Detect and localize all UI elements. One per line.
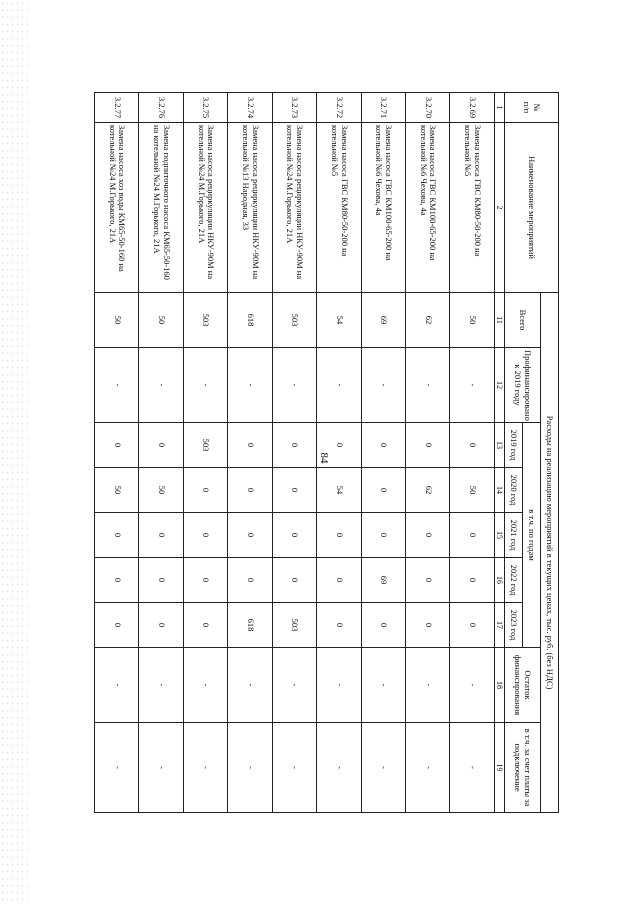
row-y2021: 0 xyxy=(405,513,449,558)
row-total: 69 xyxy=(361,293,405,348)
row-y2023: 0 xyxy=(95,603,139,648)
table-row xyxy=(139,93,183,813)
row-y2020: 50 xyxy=(139,468,183,513)
row-financed: - xyxy=(361,348,405,423)
row-y2023: 0 xyxy=(317,603,361,648)
row-y2022: 0 xyxy=(405,558,449,603)
col-number: 1 xyxy=(494,93,504,123)
row-y2019: 0 xyxy=(228,423,272,468)
row-payment: - xyxy=(361,723,405,813)
row-y2023: 618 xyxy=(228,603,272,648)
row-y2022: 0 xyxy=(317,558,361,603)
row-no: 3.2.70 xyxy=(405,93,449,123)
row-y2019: 0 xyxy=(139,423,183,468)
row-no: 3.2.75 xyxy=(183,93,227,123)
row-total: 50 xyxy=(450,293,494,348)
table-row xyxy=(183,93,227,813)
table-row xyxy=(317,93,361,813)
row-payment: - xyxy=(405,723,449,813)
row-y2019: 0 xyxy=(450,423,494,468)
row-remaining: - xyxy=(95,648,139,723)
row-total: 54 xyxy=(317,293,361,348)
header-by-years: в т.ч. по годам xyxy=(523,423,541,648)
row-y2023: 503 xyxy=(272,603,316,648)
row-y2022: 0 xyxy=(272,558,316,603)
col-number: 12 xyxy=(494,348,504,423)
row-name: Замена насоса рециркуляции НКУ-90М на котельной №24 М.Горького, 21А xyxy=(183,123,227,293)
row-y2019: 503 xyxy=(183,423,227,468)
row-financed: - xyxy=(228,348,272,423)
header-financed: Профинансировано к 2019 году xyxy=(505,348,541,423)
row-total: 50 xyxy=(95,293,139,348)
row-y2021: 0 xyxy=(450,513,494,558)
header-y2023: 2023 год xyxy=(505,603,523,648)
header-y2021: 2021 год xyxy=(505,513,523,558)
row-y2022: 0 xyxy=(450,558,494,603)
header-expenses: Расходы на реализацию мероприятий в текущих ценах, тыс. руб. (без НДС) xyxy=(541,293,559,813)
col-number: 11 xyxy=(494,293,504,348)
row-y2022: 69 xyxy=(361,558,405,603)
table-row xyxy=(450,93,494,813)
table-row xyxy=(95,93,139,813)
row-y2020: 50 xyxy=(450,468,494,513)
row-y2019: 0 xyxy=(317,423,361,468)
row-no: 3.2.77 xyxy=(95,93,139,123)
col-number: 17 xyxy=(494,603,504,648)
table-row xyxy=(272,93,316,813)
row-total: 50 xyxy=(139,293,183,348)
row-remaining: - xyxy=(139,648,183,723)
row-total: 503 xyxy=(183,293,227,348)
row-y2023: 0 xyxy=(183,603,227,648)
row-y2023: 0 xyxy=(405,603,449,648)
row-total: 503 xyxy=(272,293,316,348)
row-y2023: 0 xyxy=(361,603,405,648)
row-y2020: 50 xyxy=(95,468,139,513)
col-number: 2 xyxy=(494,123,504,293)
col-number: 19 xyxy=(494,723,504,813)
row-remaining: - xyxy=(361,648,405,723)
header-no: № п/п xyxy=(505,93,559,123)
row-y2021: 0 xyxy=(317,513,361,558)
row-no: 3.2.69 xyxy=(450,93,494,123)
row-remaining: - xyxy=(405,648,449,723)
row-no: 3.2.74 xyxy=(228,93,272,123)
row-y2021: 0 xyxy=(361,513,405,558)
row-name: Замена насоса рециркуляции НКУ-90М на котельной №13 Народная, 33 xyxy=(228,123,272,293)
rotated-table-frame xyxy=(94,92,559,812)
row-payment: - xyxy=(272,723,316,813)
row-payment: - xyxy=(450,723,494,813)
row-y2023: 0 xyxy=(450,603,494,648)
row-name: Замена насоса ГВС КМ80-50-200 на котельной №5 xyxy=(317,123,361,293)
scan-edge-noise xyxy=(0,0,28,905)
row-remaining: - xyxy=(228,648,272,723)
col-number: 18 xyxy=(494,648,504,723)
row-remaining: - xyxy=(183,648,227,723)
row-financed: - xyxy=(95,348,139,423)
row-payment: - xyxy=(95,723,139,813)
row-y2022: 0 xyxy=(228,558,272,603)
row-y2019: 0 xyxy=(95,423,139,468)
row-y2021: 0 xyxy=(139,513,183,558)
table-row xyxy=(405,93,449,813)
row-name: Замена насоса ГВС КМ80-50-200 на котельной №5 xyxy=(450,123,494,293)
row-y2019: 0 xyxy=(361,423,405,468)
row-payment: - xyxy=(228,723,272,813)
row-y2020: 54 xyxy=(317,468,361,513)
header-y2022: 2022 год xyxy=(505,558,523,603)
col-number: 14 xyxy=(494,468,504,513)
col-number: 15 xyxy=(494,513,504,558)
row-y2021: 0 xyxy=(183,513,227,558)
row-name: Замена насоса ГВС КМ100-65-200 на котельной №6 Чехова, 4а xyxy=(405,123,449,293)
row-y2020: 0 xyxy=(183,468,227,513)
header-total: Всего xyxy=(505,293,541,348)
row-y2022: 0 xyxy=(139,558,183,603)
row-financed: - xyxy=(405,348,449,423)
row-y2021: 0 xyxy=(95,513,139,558)
row-y2019: 0 xyxy=(272,423,316,468)
row-y2020: 0 xyxy=(228,468,272,513)
row-payment: - xyxy=(183,723,227,813)
header-payment: в т.ч. за счет платы за подключение xyxy=(505,723,541,813)
row-y2023: 0 xyxy=(139,603,183,648)
row-remaining: - xyxy=(450,648,494,723)
row-no: 3.2.71 xyxy=(361,93,405,123)
col-number: 13 xyxy=(494,423,504,468)
row-y2022: 0 xyxy=(95,558,139,603)
row-y2021: 0 xyxy=(228,513,272,558)
row-name: Замена насоса ГВС КМ100-65-200 на котельной №6 Чехова, 4а xyxy=(361,123,405,293)
row-total: 62 xyxy=(405,293,449,348)
row-name: Замена насоса хоз воды КМ65-50-160 на котельной №24 М.Горького, 21А xyxy=(95,123,139,293)
row-y2020: 62 xyxy=(405,468,449,513)
row-financed: - xyxy=(317,348,361,423)
row-name: Замена подпиточного насоса КМ65-50-160 на котельной №24 М.Горького, 21А xyxy=(139,123,183,293)
header-y2019: 2019 год xyxy=(505,423,523,468)
header-remaining: Остаток финансирования xyxy=(505,648,541,723)
row-y2021: 0 xyxy=(272,513,316,558)
row-y2019: 0 xyxy=(405,423,449,468)
row-remaining: - xyxy=(272,648,316,723)
table-body xyxy=(95,93,495,813)
header-y2020: 2020 год xyxy=(505,468,523,513)
expenses-table xyxy=(94,92,559,813)
col-number: 16 xyxy=(494,558,504,603)
table-row xyxy=(228,93,272,813)
row-y2020: 0 xyxy=(361,468,405,513)
header-name: Наименование мероприятий xyxy=(505,123,559,293)
table-row xyxy=(361,93,405,813)
row-name: Замена насоса рециркуляции НКУ-90М на котельной №24 М.Горького, 21А xyxy=(272,123,316,293)
row-no: 3.2.73 xyxy=(272,93,316,123)
row-y2020: 0 xyxy=(272,468,316,513)
row-remaining: - xyxy=(317,648,361,723)
row-no: 3.2.76 xyxy=(139,93,183,123)
row-financed: - xyxy=(272,348,316,423)
row-total: 618 xyxy=(228,293,272,348)
row-y2022: 0 xyxy=(183,558,227,603)
row-payment: - xyxy=(139,723,183,813)
row-payment: - xyxy=(317,723,361,813)
row-financed: - xyxy=(450,348,494,423)
row-financed: - xyxy=(183,348,227,423)
page-number: 84 xyxy=(318,452,330,464)
row-no: 3.2.72 xyxy=(317,93,361,123)
row-financed: - xyxy=(139,348,183,423)
